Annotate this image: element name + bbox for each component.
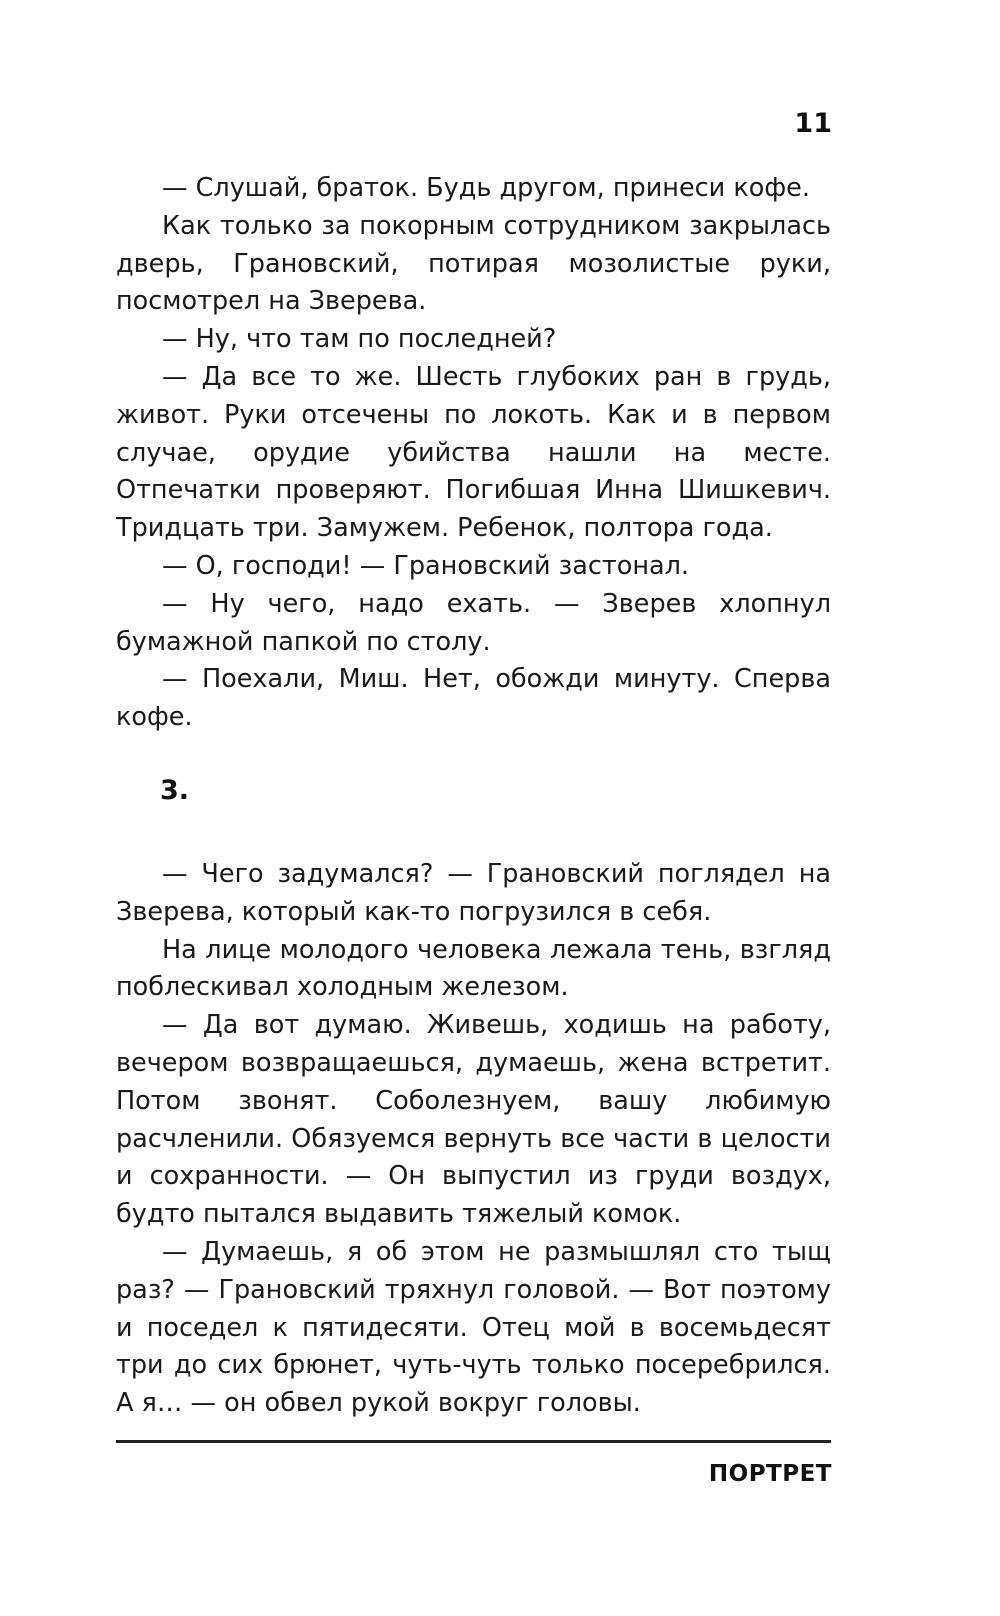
footer-divider [116,1440,831,1443]
chapter-heading: 3. [160,775,190,806]
paragraph: — Чего задумался? — Грановский поглядел на Зверева, который как-то погрузился в себя. [116,859,831,927]
paragraph: — Ну, что там по последней? [162,324,557,355]
paragraph: Как только за покорным сотрудником закрылась дверь, Грановский, потирая мозолистые руки, посмотрел на Зверева. [116,210,831,317]
paragraph: — Да все то же. Шесть глубоких ран в грудь, живот. Руки отсечены по локоть. Как и в первом случае, орудие убийства нашли на месте. Отпечатки проверяют. Погибшая Инна Шишкевич. Тридцать три. Замужем. Ребенок, полтора года. [116,361,831,544]
paragraph: На лице молодого человека лежала тень, взгляд поблескивал холодным железом. [116,934,831,1003]
section-text-before-chapter [116,170,831,737]
paragraph: — О, господи! — Грановский застонал. [162,550,690,581]
paragraph: — Поехали, Миш. Нет, обожди минуту. Сперва кофе. [116,664,831,733]
paragraph: — Да вот думаю. Живешь, ходишь на работу, вечером возвращаешься, думаешь, жена встретит. Потом звонят. Соболезнуем, вашу любимую расчленили. Обязуемся вернуть все части в целости и сохранности. — Он выпустил из груди воздух, будто пытался выдавить тяжелый комок. [116,1010,831,1230]
running-footer-title: ПОРТРЕТ [708,1461,832,1487]
chapter-text [116,856,831,1423]
paragraph: — Слушай, браток. Будь другом, принеси кофе. [162,173,810,203]
paragraph: — Ну чего, надо ехать. — Зверев хлопнул бумажной папкой по столу. [116,588,831,657]
page-number: 11 [794,108,832,139]
paragraph: — Думаешь, я об этом не размышлял сто тыщ раз? — Грановский тряхнул головой. — Вот поэтому и поседел к пятидесяти. Отец мой в восемьдесят три до сих брюнет, чуть-чуть только посеребрился. А я… — он обвел рукой вокруг головы. [116,1236,831,1419]
